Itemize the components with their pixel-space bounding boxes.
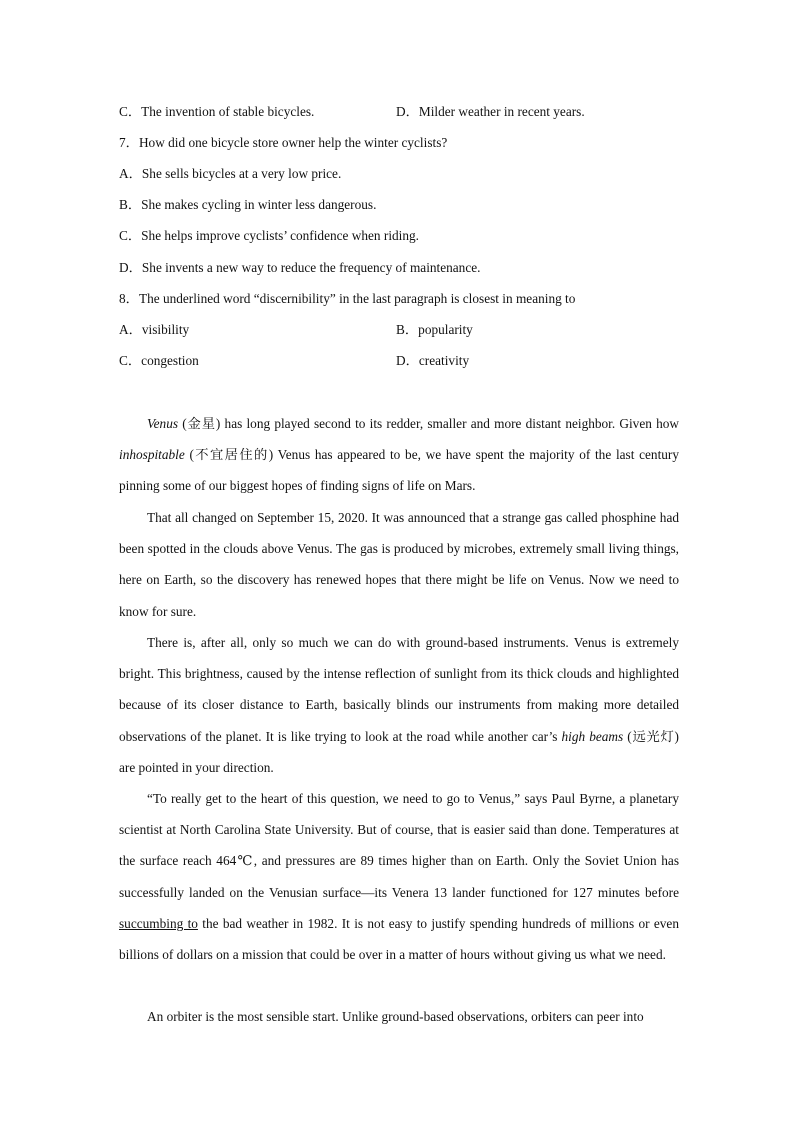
- option-7d: D．She invents a new way to reduce the frequency of maintenance.: [119, 260, 481, 275]
- option-8a: A．visibility: [119, 322, 190, 337]
- passage-paragraph-4: “To really get to the heart of this question, we need to go to Venus,” says Paul Byrne, a planetary scientist at North Carolina State University. But of course, that is easier said than done. Temperatures at the surface reach 464℃, and pressures are 89 times higher than on Earth. Only the Soviet Union has successfully landed on the Venusian surface—its Venera 13 lander functioned for 127 minutes before succumbing to the bad weather in 1982. It is not easy to justify spending hundreds of millions or even billions of dollars on a mission that could be over in a matter of hours without giving us what we need.: [119, 791, 679, 963]
- option-7c: C．She helps improve cyclists’ confidence when riding.: [119, 228, 419, 243]
- passage-paragraph-3: There is, after all, only so much we can do with ground-based instruments. Venus is extremely bright. This brightness, caused by the intense reflection of sunlight from its thick clouds and highlighted because of its closer distance to Earth, basically blinds our instruments from making more detailed observations of the planet. It is like trying to look at the road while another car’s high beams (远光灯) are pointed in your direction.: [119, 635, 679, 775]
- high-beams-term: high beams: [561, 728, 624, 744]
- option-6d: D．Milder weather in recent years.: [396, 104, 585, 119]
- option-8b: B．popularity: [396, 322, 473, 337]
- underlined-phrase: succumbing to: [119, 915, 198, 931]
- option-8c: C．congestion: [119, 353, 199, 368]
- question-8: 8．The underlined word “discernibility” in the last paragraph is closest in meaning to: [119, 291, 576, 306]
- venus-term: Venus: [147, 416, 179, 431]
- passage-paragraph-2: That all changed on September 15, 2020. It was announced that a strange gas called phosphine had been spotted in the clouds above Venus. The gas is produced by microbes, extremely small living things, here on Earth, so the discovery has renewed hopes that there might be life on Venus. Now we need to know for sure.: [119, 510, 679, 619]
- passage-paragraph-5: An orbiter is the most sensible start. Unlike ground-based observations, orbiters can peer into: [147, 1009, 644, 1024]
- option-7b: B．She makes cycling in winter less dangerous.: [119, 197, 377, 212]
- question-7: 7．How did one bicycle store owner help the winter cyclists?: [119, 135, 448, 150]
- option-7a: A．She sells bicycles at a very low price.: [119, 166, 342, 181]
- option-8d: D．creativity: [396, 353, 470, 368]
- inhospitable-term: inhospitable: [119, 447, 185, 463]
- option-6c: C．The invention of stable bicycles.: [119, 104, 315, 119]
- passage-paragraph-1: Venus (金星) has long played second to its redder, smaller and more distant neighbor. Given how inhospitable (不宜居住的) Venus has appeared to be, we have spent the majority of the last century pinning some of our biggest hopes of finding signs of life on Mars.: [119, 416, 679, 494]
